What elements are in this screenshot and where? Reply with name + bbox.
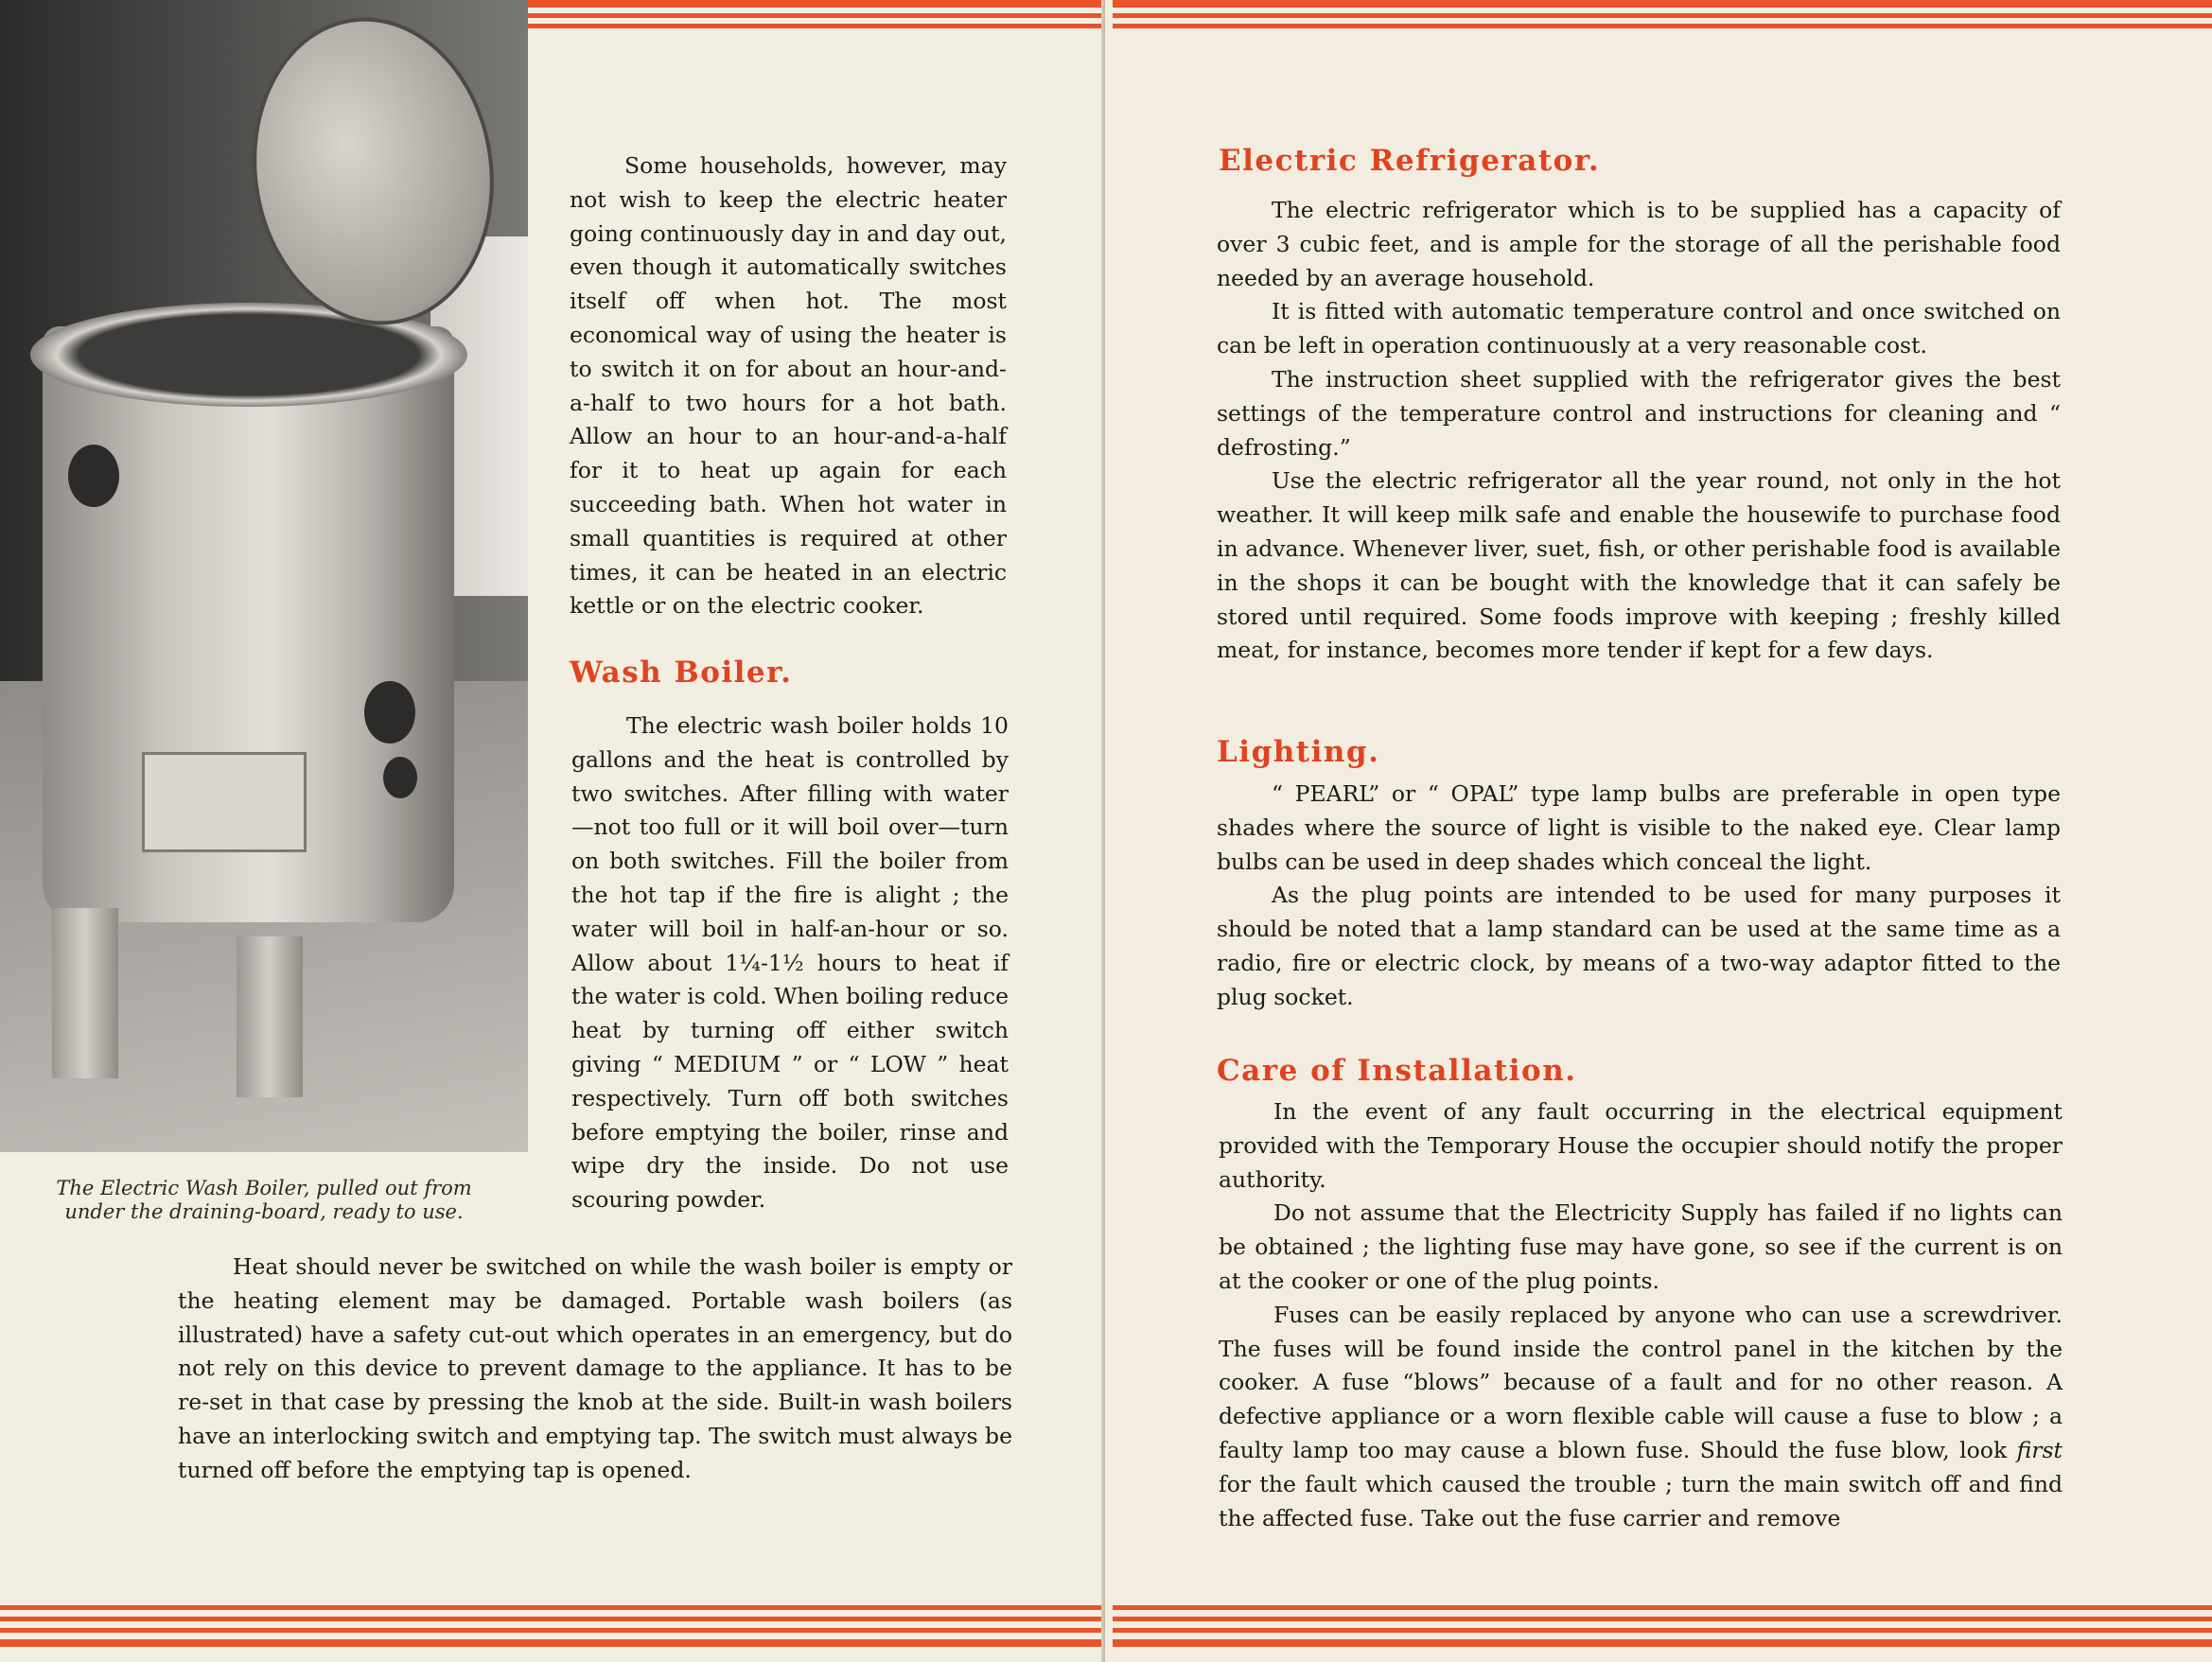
wash-boiler-photo (0, 0, 528, 1152)
lighting-section (1217, 778, 2061, 1015)
wash-boiler-heading: Wash Boiler. (570, 656, 793, 690)
left-intro-paragraph (570, 149, 1007, 623)
fuses-paragraph: Fuses can be easily replaced by anyone who can use a screwdriver. The fuses will be found inside the control panel in the kitchen by the cooker. A fuse “blows” because of a fault and for no other reason. A defective appliance or a worn flexible cable will cause a fuse to blow ; a faulty lamp too may cause a blown fuse. Should the fuse blow, look first for the fault which caused the trouble ; turn the main switch off and find the affected fuse. Take out the fuse carrier and remove (1219, 1301, 2063, 1531)
left-page (0, 0, 1105, 1662)
wash-boiler-instructions: The electric wash boiler holds 10 gallons and the heat is controlled by two switches. After filling with water—not too full or it will boil over—turn on both switches. Fill the boiler from the hot tap if the fire is alight ; the water will boil in half-an-hour or so. Allow about 1¼-1½ hours to heat if the water is cold. When boiling reduce heat by turning off either switch giving “ MEDIUM ” or “ LOW ” heat respectively. Turn off both switches before emptying the boiler, rinse and wipe dry the inside. Do not use scouring powder. (571, 712, 1009, 1214)
photo-caption (0, 1177, 528, 1224)
supply-check-paragraph: Do not assume that the Electricity Supply has failed if no lights can be obtained ; the lighting fuse may have gone, so see if the current is on at the cooker or one of the plug points. (1219, 1199, 2063, 1294)
refrigerator-section (1217, 194, 2061, 668)
plug-points-paragraph: As the plug points are intended to be used for many purposes it should be noted that a lamp standard can be used at the same time as a radio, fire or electric clock, by means of a two-way adaptor fitted to the plug socket. (1217, 882, 2061, 1010)
refrigerator-capacity-paragraph: The electric refrigerator which is to be supplied has a capacity of over 3 cubic feet, and is ample for the storage of all the perishable food needed by an average household. (1217, 197, 2061, 291)
lighting-heading: Lighting. (1217, 735, 1380, 769)
refrigerator-usage-paragraph: Use the electric refrigerator all the year round, not only in the hot weather. It will keep milk safe and enable the housewife to purchase food in advance. Whenever liver, suet, fish, or other perishable food is available in the shops it can be bought with the knowledge that it can safely be stored until required. Some foods improve with keeping ; freshly killed meat, for instance, becomes more tender if kept for a few days. (1217, 467, 2061, 664)
bottom-border-stripes-left (0, 1605, 1105, 1651)
caption-line-1: The Electric Wash Boiler, pulled out from (56, 1177, 472, 1199)
right-page (1105, 0, 2212, 1662)
top-border-stripes-right (1113, 0, 2212, 45)
wash-boiler-warning: Heat should never be switched on while the wash boiler is empty or the heating element may be damaged. Portable wash boilers (as illustrated) have a safety cut-out which operates in an emergency, but do not rely on this device to prevent damage to the appliance. It has to be re-set in that case by pressing the knob at the side. Built-in wash boilers have an interlocking switch and emptying tap. The switch must always be turned off before the emptying tap is opened. (178, 1253, 1012, 1483)
top-border-stripes-left (528, 0, 1105, 45)
care-of-installation-heading: Care of Installation. (1217, 1054, 1577, 1088)
caption-line-2: under the draining-board, ready to use. (64, 1200, 464, 1223)
heater-usage-paragraph: Some households, however, may not wish to keep the electric heater going continuously day in and day out, even though it automatically switches itself off when hot. The most economical way of using the heater is to switch it on for about an hour-and-a-half to two hours for a hot bath. Allow an hour to an hour-and-a-half for it to heat up again for each succeeding bath. When hot water in small quantities is required at other times, it can be heated in an electric kettle or on the electric cooker. (570, 152, 1007, 620)
care-section (1219, 1095, 2063, 1535)
wash-boiler-paragraph (571, 709, 1009, 1217)
lamp-bulbs-paragraph: “ PEARL” or “ OPAL” type lamp bulbs are preferable in open type shades where the source of light is visible to the naked eye. Clear lamp bulbs can be used in deep shades which conceal the light. (1217, 780, 2061, 875)
wash-boiler-warning-paragraph (178, 1251, 1012, 1488)
refrigerator-instructions-paragraph: The instruction sheet supplied with the refrigerator gives the best settings of the temperature control and instructions for cleaning and “ defrosting.” (1217, 365, 2061, 461)
bottom-border-stripes-right (1113, 1605, 2212, 1651)
fault-notify-paragraph: In the event of any fault occurring in the electrical equipment provided with the Temporary House the occupier should notify the proper authority. (1219, 1098, 2063, 1193)
refrigerator-control-paragraph: It is fitted with automatic temperature control and once switched on can be left in operation continuously at a very reasonable cost. (1217, 298, 2061, 359)
electric-refrigerator-heading: Electric Refrigerator. (1219, 144, 1601, 178)
